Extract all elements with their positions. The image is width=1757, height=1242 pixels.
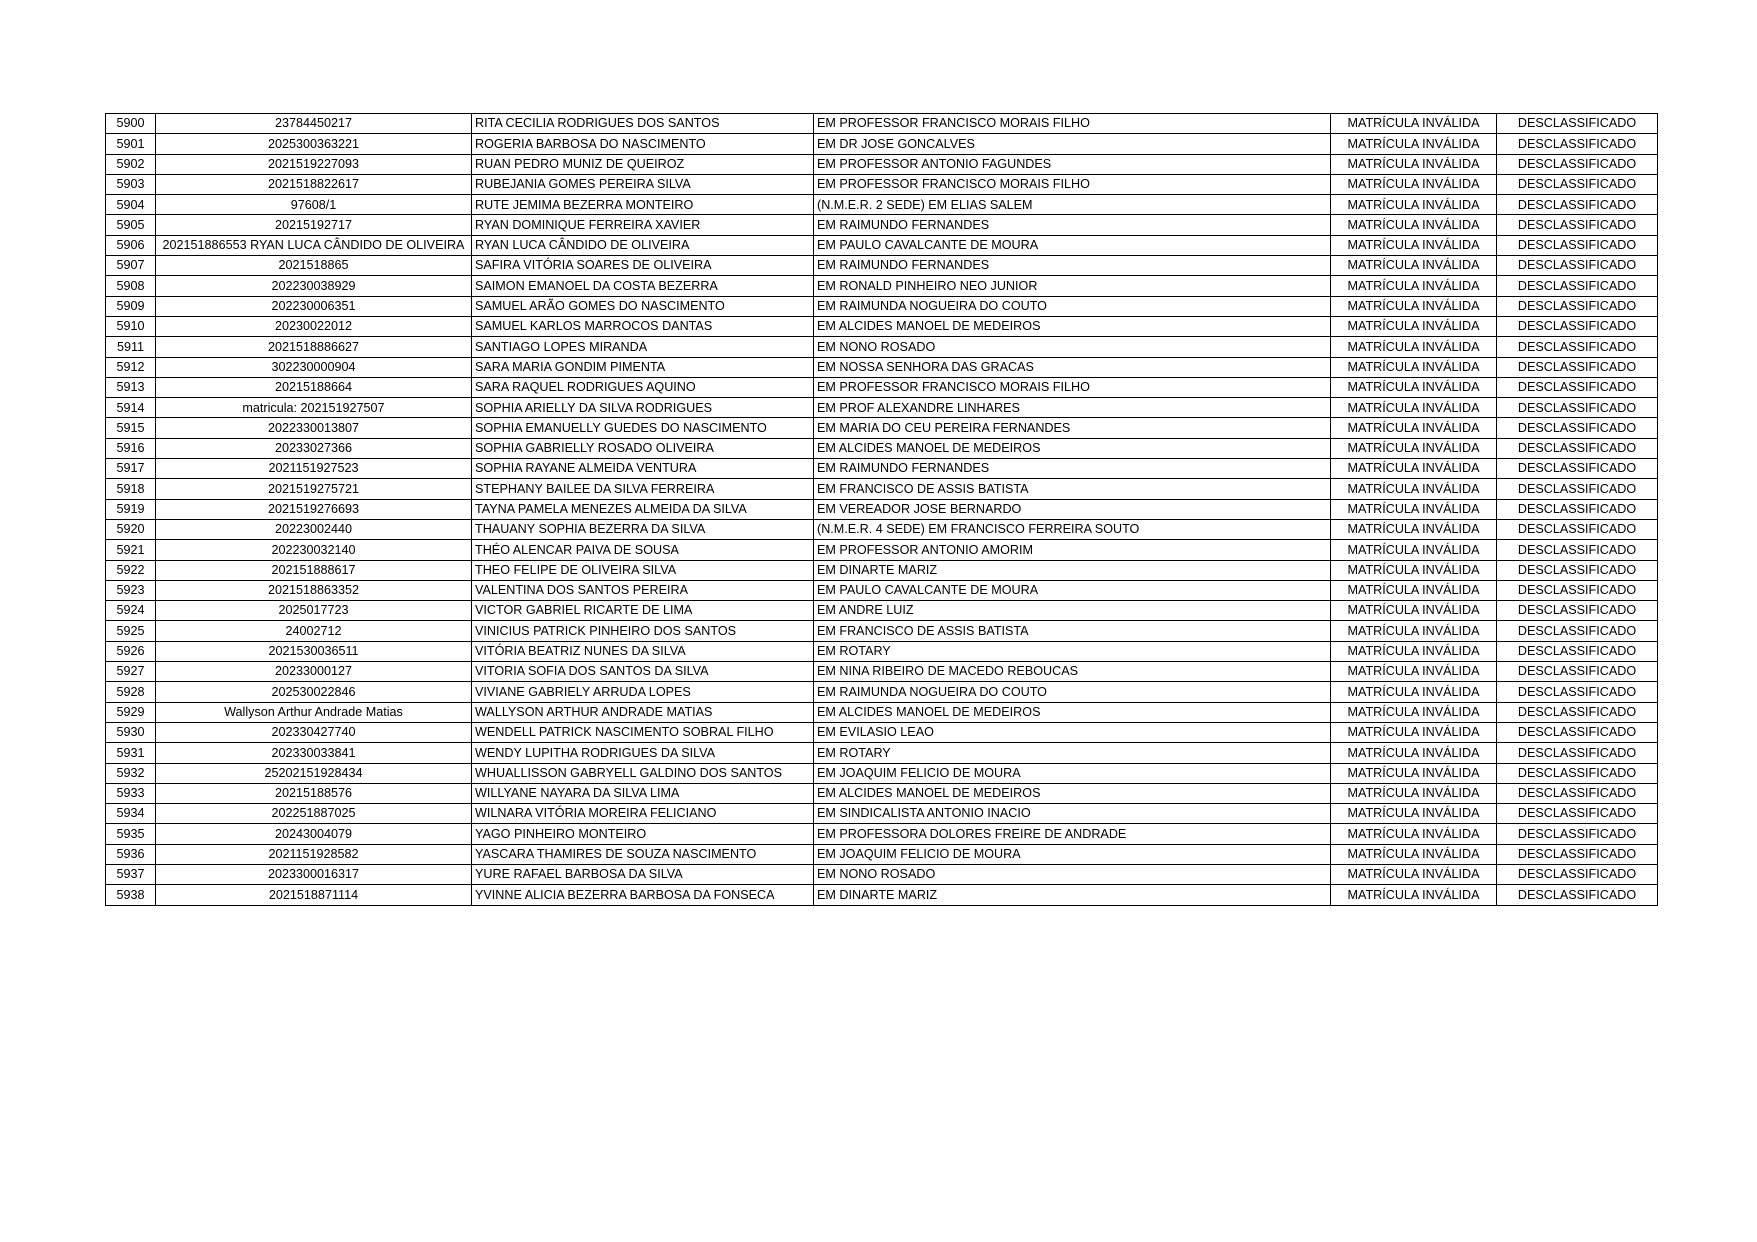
cell-student-name: WHUALLISSON GABRYELL GALDINO DOS SANTOS <box>472 763 814 783</box>
cell-student-name: SAFIRA VITÓRIA SOARES DE OLIVEIRA <box>472 256 814 276</box>
cell-student-name: WENDELL PATRICK NASCIMENTO SOBRAL FILHO <box>472 722 814 742</box>
table-row <box>106 316 1658 336</box>
cell-school: EM RAIMUNDO FERNANDES <box>814 215 1331 235</box>
cell-matricula: 2021530036511 <box>156 641 472 661</box>
cell-matricula: matricula: 202151927507 <box>156 398 472 418</box>
cell-result: DESCLASSIFICADO <box>1497 276 1658 296</box>
cell-number: 5921 <box>106 540 156 560</box>
cell-matricula: 2021518863352 <box>156 580 472 600</box>
cell-number: 5906 <box>106 235 156 255</box>
cell-matricula: 2021518871114 <box>156 885 472 905</box>
cell-school: EM JOAQUIM FELICIO DE MOURA <box>814 844 1331 864</box>
table-row <box>106 459 1658 479</box>
cell-number: 5904 <box>106 195 156 215</box>
table-row <box>106 722 1658 742</box>
cell-result: DESCLASSIFICADO <box>1497 519 1658 539</box>
cell-student-name: RUTE JEMIMA BEZERRA MONTEIRO <box>472 195 814 215</box>
cell-number: 5935 <box>106 824 156 844</box>
cell-status: MATRÍCULA INVÁLIDA <box>1331 804 1497 824</box>
cell-result: DESCLASSIFICADO <box>1497 682 1658 702</box>
cell-number: 5913 <box>106 377 156 397</box>
cell-matricula: 202151886553 RYAN LUCA CÂNDIDO DE OLIVEIRA <box>156 235 472 255</box>
cell-school: EM FRANCISCO DE ASSIS BATISTA <box>814 621 1331 641</box>
cell-number: 5928 <box>106 682 156 702</box>
table-row <box>106 337 1658 357</box>
cell-number: 5909 <box>106 296 156 316</box>
cell-school: EM ALCIDES MANOEL DE MEDEIROS <box>814 702 1331 722</box>
cell-school: EM NONO ROSADO <box>814 864 1331 884</box>
table-row <box>106 357 1658 377</box>
cell-student-name: SARA MARIA GONDIM PIMENTA <box>472 357 814 377</box>
cell-student-name: WALLYSON ARTHUR ANDRADE MATIAS <box>472 702 814 722</box>
cell-status: MATRÍCULA INVÁLIDA <box>1331 316 1497 336</box>
cell-number: 5938 <box>106 885 156 905</box>
cell-result: DESCLASSIFICADO <box>1497 763 1658 783</box>
cell-student-name: VICTOR GABRIEL RICARTE DE LIMA <box>472 601 814 621</box>
table-row <box>106 844 1658 864</box>
table-row <box>106 601 1658 621</box>
cell-matricula: 202230032140 <box>156 540 472 560</box>
cell-status: MATRÍCULA INVÁLIDA <box>1331 276 1497 296</box>
cell-number: 5929 <box>106 702 156 722</box>
cell-student-name: YASCARA THAMIRES DE SOUZA NASCIMENTO <box>472 844 814 864</box>
cell-matricula: 202230006351 <box>156 296 472 316</box>
cell-matricula: 2022330013807 <box>156 418 472 438</box>
cell-matricula: 202151888617 <box>156 560 472 580</box>
cell-result: DESCLASSIFICADO <box>1497 154 1658 174</box>
table-row <box>106 864 1658 884</box>
cell-result: DESCLASSIFICADO <box>1497 337 1658 357</box>
cell-school: EM RAIMUNDA NOGUEIRA DO COUTO <box>814 296 1331 316</box>
cell-matricula: 20223002440 <box>156 519 472 539</box>
table-row <box>106 276 1658 296</box>
cell-number: 5902 <box>106 154 156 174</box>
cell-student-name: VALENTINA DOS SANTOS PEREIRA <box>472 580 814 600</box>
cell-school: EM DR JOSE GONCALVES <box>814 134 1331 154</box>
cell-status: MATRÍCULA INVÁLIDA <box>1331 479 1497 499</box>
cell-school: EM RAIMUNDA NOGUEIRA DO COUTO <box>814 682 1331 702</box>
cell-school: EM PROF ALEXANDRE LINHARES <box>814 398 1331 418</box>
cell-status: MATRÍCULA INVÁLIDA <box>1331 256 1497 276</box>
cell-result: DESCLASSIFICADO <box>1497 844 1658 864</box>
cell-school: EM PROFESSOR FRANCISCO MORAIS FILHO <box>814 174 1331 194</box>
cell-result: DESCLASSIFICADO <box>1497 134 1658 154</box>
table-row <box>106 682 1658 702</box>
cell-number: 5927 <box>106 662 156 682</box>
table-row <box>106 479 1658 499</box>
cell-status: MATRÍCULA INVÁLIDA <box>1331 154 1497 174</box>
cell-number: 5912 <box>106 357 156 377</box>
table-row <box>106 783 1658 803</box>
cell-student-name: SOPHIA RAYANE ALMEIDA VENTURA <box>472 459 814 479</box>
table-row <box>106 114 1658 134</box>
cell-status: MATRÍCULA INVÁLIDA <box>1331 885 1497 905</box>
cell-school: EM RAIMUNDO FERNANDES <box>814 459 1331 479</box>
cell-matricula: 2021519276693 <box>156 499 472 519</box>
cell-student-name: YURE RAFAEL BARBOSA DA SILVA <box>472 864 814 884</box>
cell-matricula: 23784450217 <box>156 114 472 134</box>
cell-school: EM RONALD PINHEIRO NEO JUNIOR <box>814 276 1331 296</box>
cell-matricula: 20215188664 <box>156 377 472 397</box>
cell-school: EM ROTARY <box>814 641 1331 661</box>
cell-student-name: ROGERIA BARBOSA DO NASCIMENTO <box>472 134 814 154</box>
cell-school: (N.M.E.R. 4 SEDE) EM FRANCISCO FERREIRA SOUTO <box>814 519 1331 539</box>
cell-school: EM MARIA DO CEU PEREIRA FERNANDES <box>814 418 1331 438</box>
cell-school: EM ALCIDES MANOEL DE MEDEIROS <box>814 783 1331 803</box>
cell-school: EM ALCIDES MANOEL DE MEDEIROS <box>814 316 1331 336</box>
table-row <box>106 235 1658 255</box>
cell-number: 5907 <box>106 256 156 276</box>
cell-result: DESCLASSIFICADO <box>1497 296 1658 316</box>
cell-school: EM PROFESSORA DOLORES FREIRE DE ANDRADE <box>814 824 1331 844</box>
results-table <box>105 113 1658 906</box>
cell-matricula: 2023300016317 <box>156 864 472 884</box>
cell-student-name: THÉO ALENCAR PAIVA DE SOUSA <box>472 540 814 560</box>
table-row <box>106 743 1658 763</box>
cell-matricula: 2025017723 <box>156 601 472 621</box>
cell-result: DESCLASSIFICADO <box>1497 418 1658 438</box>
cell-matricula: 2021151927523 <box>156 459 472 479</box>
cell-status: MATRÍCULA INVÁLIDA <box>1331 560 1497 580</box>
cell-result: DESCLASSIFICADO <box>1497 459 1658 479</box>
cell-student-name: VIVIANE GABRIELY ARRUDA LOPES <box>472 682 814 702</box>
cell-student-name: THAUANY SOPHIA BEZERRA DA SILVA <box>472 519 814 539</box>
cell-number: 5911 <box>106 337 156 357</box>
cell-school: EM NONO ROSADO <box>814 337 1331 357</box>
cell-matricula: 20215188576 <box>156 783 472 803</box>
cell-matricula: 202330033841 <box>156 743 472 763</box>
cell-number: 5918 <box>106 479 156 499</box>
cell-result: DESCLASSIFICADO <box>1497 641 1658 661</box>
cell-school: EM PROFESSOR ANTONIO AMORIM <box>814 540 1331 560</box>
cell-school: EM DINARTE MARIZ <box>814 560 1331 580</box>
cell-status: MATRÍCULA INVÁLIDA <box>1331 134 1497 154</box>
cell-result: DESCLASSIFICADO <box>1497 864 1658 884</box>
table-row <box>106 519 1658 539</box>
cell-status: MATRÍCULA INVÁLIDA <box>1331 499 1497 519</box>
cell-student-name: RITA CECILIA RODRIGUES DOS SANTOS <box>472 114 814 134</box>
cell-matricula: 20215192717 <box>156 215 472 235</box>
cell-matricula: 2021519227093 <box>156 154 472 174</box>
cell-student-name: WILNARA VITÓRIA MOREIRA FELICIANO <box>472 804 814 824</box>
cell-status: MATRÍCULA INVÁLIDA <box>1331 662 1497 682</box>
cell-number: 5926 <box>106 641 156 661</box>
cell-student-name: STEPHANY BAILEE DA SILVA FERREIRA <box>472 479 814 499</box>
cell-number: 5905 <box>106 215 156 235</box>
cell-status: MATRÍCULA INVÁLIDA <box>1331 296 1497 316</box>
cell-student-name: RYAN DOMINIQUE FERREIRA XAVIER <box>472 215 814 235</box>
cell-status: MATRÍCULA INVÁLIDA <box>1331 641 1497 661</box>
cell-result: DESCLASSIFICADO <box>1497 783 1658 803</box>
table-row <box>106 804 1658 824</box>
cell-school: EM NINA RIBEIRO DE MACEDO REBOUCAS <box>814 662 1331 682</box>
results-sheet <box>105 113 1658 906</box>
cell-status: MATRÍCULA INVÁLIDA <box>1331 783 1497 803</box>
cell-number: 5920 <box>106 519 156 539</box>
cell-status: MATRÍCULA INVÁLIDA <box>1331 580 1497 600</box>
cell-matricula: 202530022846 <box>156 682 472 702</box>
cell-student-name: SOPHIA GABRIELLY ROSADO OLIVEIRA <box>472 438 814 458</box>
cell-student-name: SAMUEL KARLOS MARROCOS DANTAS <box>472 316 814 336</box>
cell-result: DESCLASSIFICADO <box>1497 114 1658 134</box>
cell-result: DESCLASSIFICADO <box>1497 702 1658 722</box>
cell-school: EM ANDRE LUIZ <box>814 601 1331 621</box>
cell-student-name: SARA RAQUEL RODRIGUES AQUINO <box>472 377 814 397</box>
table-row <box>106 215 1658 235</box>
cell-result: DESCLASSIFICADO <box>1497 885 1658 905</box>
cell-school: (N.M.E.R. 2 SEDE) EM ELIAS SALEM <box>814 195 1331 215</box>
results-table-body <box>106 114 1658 906</box>
table-row <box>106 154 1658 174</box>
cell-student-name: RUBEJANIA GOMES PEREIRA SILVA <box>472 174 814 194</box>
cell-number: 5924 <box>106 601 156 621</box>
cell-result: DESCLASSIFICADO <box>1497 621 1658 641</box>
cell-matricula: 20233000127 <box>156 662 472 682</box>
cell-number: 5936 <box>106 844 156 864</box>
table-row <box>106 195 1658 215</box>
cell-matricula: 202230038929 <box>156 276 472 296</box>
table-row <box>106 398 1658 418</box>
cell-result: DESCLASSIFICADO <box>1497 398 1658 418</box>
cell-number: 5934 <box>106 804 156 824</box>
table-row <box>106 296 1658 316</box>
cell-student-name: SAMUEL ARÃO GOMES DO NASCIMENTO <box>472 296 814 316</box>
cell-student-name: SAIMON EMANOEL DA COSTA BEZERRA <box>472 276 814 296</box>
table-row <box>106 499 1658 519</box>
cell-status: MATRÍCULA INVÁLIDA <box>1331 195 1497 215</box>
cell-school: EM ALCIDES MANOEL DE MEDEIROS <box>814 438 1331 458</box>
cell-student-name: VITORIA SOFIA DOS SANTOS DA SILVA <box>472 662 814 682</box>
cell-matricula: 20233027366 <box>156 438 472 458</box>
cell-number: 5901 <box>106 134 156 154</box>
cell-matricula: Wallyson Arthur Andrade Matias <box>156 702 472 722</box>
cell-number: 5919 <box>106 499 156 519</box>
cell-status: MATRÍCULA INVÁLIDA <box>1331 824 1497 844</box>
cell-result: DESCLASSIFICADO <box>1497 235 1658 255</box>
cell-status: MATRÍCULA INVÁLIDA <box>1331 621 1497 641</box>
cell-student-name: THEO FELIPE DE OLIVEIRA SILVA <box>472 560 814 580</box>
table-row <box>106 763 1658 783</box>
cell-number: 5900 <box>106 114 156 134</box>
cell-student-name: RYAN LUCA CÂNDIDO DE OLIVEIRA <box>472 235 814 255</box>
table-row <box>106 641 1658 661</box>
cell-student-name: VITÓRIA BEATRIZ NUNES DA SILVA <box>472 641 814 661</box>
cell-number: 5923 <box>106 580 156 600</box>
cell-school: EM RAIMUNDO FERNANDES <box>814 256 1331 276</box>
cell-matricula: 2021518886627 <box>156 337 472 357</box>
cell-student-name: RUAN PEDRO MUNIZ DE QUEIROZ <box>472 154 814 174</box>
cell-school: EM PROFESSOR FRANCISCO MORAIS FILHO <box>814 377 1331 397</box>
cell-number: 5932 <box>106 763 156 783</box>
cell-student-name: SANTIAGO LOPES MIRANDA <box>472 337 814 357</box>
cell-student-name: YAGO PINHEIRO MONTEIRO <box>472 824 814 844</box>
table-row <box>106 560 1658 580</box>
cell-student-name: SOPHIA ARIELLY DA SILVA RODRIGUES <box>472 398 814 418</box>
table-row <box>106 256 1658 276</box>
cell-school: EM SINDICALISTA ANTONIO INACIO <box>814 804 1331 824</box>
cell-number: 5908 <box>106 276 156 296</box>
cell-result: DESCLASSIFICADO <box>1497 174 1658 194</box>
cell-status: MATRÍCULA INVÁLIDA <box>1331 337 1497 357</box>
cell-number: 5937 <box>106 864 156 884</box>
cell-status: MATRÍCULA INVÁLIDA <box>1331 702 1497 722</box>
cell-result: DESCLASSIFICADO <box>1497 195 1658 215</box>
cell-status: MATRÍCULA INVÁLIDA <box>1331 844 1497 864</box>
cell-matricula: 2021519275721 <box>156 479 472 499</box>
table-row <box>106 824 1658 844</box>
cell-matricula: 2021518865 <box>156 256 472 276</box>
cell-matricula: 202251887025 <box>156 804 472 824</box>
cell-result: DESCLASSIFICADO <box>1497 824 1658 844</box>
table-row <box>106 418 1658 438</box>
cell-status: MATRÍCULA INVÁLIDA <box>1331 215 1497 235</box>
cell-status: MATRÍCULA INVÁLIDA <box>1331 174 1497 194</box>
cell-school: EM PAULO CAVALCANTE DE MOURA <box>814 235 1331 255</box>
cell-student-name: SOPHIA EMANUELLY GUEDES DO NASCIMENTO <box>472 418 814 438</box>
cell-result: DESCLASSIFICADO <box>1497 215 1658 235</box>
cell-result: DESCLASSIFICADO <box>1497 722 1658 742</box>
cell-result: DESCLASSIFICADO <box>1497 743 1658 763</box>
cell-matricula: 24002712 <box>156 621 472 641</box>
cell-status: MATRÍCULA INVÁLIDA <box>1331 540 1497 560</box>
cell-status: MATRÍCULA INVÁLIDA <box>1331 682 1497 702</box>
cell-status: MATRÍCULA INVÁLIDA <box>1331 418 1497 438</box>
cell-number: 5916 <box>106 438 156 458</box>
cell-status: MATRÍCULA INVÁLIDA <box>1331 114 1497 134</box>
cell-school: EM FRANCISCO DE ASSIS BATISTA <box>814 479 1331 499</box>
table-row <box>106 377 1658 397</box>
cell-school: EM NOSSA SENHORA DAS GRACAS <box>814 357 1331 377</box>
table-row <box>106 134 1658 154</box>
cell-result: DESCLASSIFICADO <box>1497 662 1658 682</box>
cell-matricula: 2021518822617 <box>156 174 472 194</box>
cell-school: EM PROFESSOR ANTONIO FAGUNDES <box>814 154 1331 174</box>
cell-matricula: 20243004079 <box>156 824 472 844</box>
cell-status: MATRÍCULA INVÁLIDA <box>1331 357 1497 377</box>
cell-matricula: 20230022012 <box>156 316 472 336</box>
cell-result: DESCLASSIFICADO <box>1497 804 1658 824</box>
cell-school: EM DINARTE MARIZ <box>814 885 1331 905</box>
cell-status: MATRÍCULA INVÁLIDA <box>1331 601 1497 621</box>
cell-school: EM PROFESSOR FRANCISCO MORAIS FILHO <box>814 114 1331 134</box>
cell-number: 5931 <box>106 743 156 763</box>
cell-status: MATRÍCULA INVÁLIDA <box>1331 235 1497 255</box>
cell-number: 5930 <box>106 722 156 742</box>
table-row <box>106 540 1658 560</box>
table-row <box>106 702 1658 722</box>
cell-matricula: 2021151928582 <box>156 844 472 864</box>
table-row <box>106 174 1658 194</box>
cell-number: 5903 <box>106 174 156 194</box>
cell-student-name: TAYNA PAMELA MENEZES ALMEIDA DA SILVA <box>472 499 814 519</box>
cell-number: 5917 <box>106 459 156 479</box>
cell-school: EM VEREADOR JOSE BERNARDO <box>814 499 1331 519</box>
cell-status: MATRÍCULA INVÁLIDA <box>1331 519 1497 539</box>
cell-matricula: 97608/1 <box>156 195 472 215</box>
cell-number: 5933 <box>106 783 156 803</box>
cell-status: MATRÍCULA INVÁLIDA <box>1331 763 1497 783</box>
cell-school: EM JOAQUIM FELICIO DE MOURA <box>814 763 1331 783</box>
table-row <box>106 621 1658 641</box>
cell-result: DESCLASSIFICADO <box>1497 438 1658 458</box>
cell-matricula: 302230000904 <box>156 357 472 377</box>
cell-status: MATRÍCULA INVÁLIDA <box>1331 377 1497 397</box>
cell-school: EM ROTARY <box>814 743 1331 763</box>
cell-status: MATRÍCULA INVÁLIDA <box>1331 743 1497 763</box>
cell-number: 5915 <box>106 418 156 438</box>
cell-number: 5910 <box>106 316 156 336</box>
cell-result: DESCLASSIFICADO <box>1497 256 1658 276</box>
cell-matricula: 202330427740 <box>156 722 472 742</box>
table-row <box>106 580 1658 600</box>
cell-status: MATRÍCULA INVÁLIDA <box>1331 438 1497 458</box>
table-row <box>106 438 1658 458</box>
cell-result: DESCLASSIFICADO <box>1497 601 1658 621</box>
cell-number: 5922 <box>106 560 156 580</box>
cell-school: EM EVILASIO LEAO <box>814 722 1331 742</box>
cell-result: DESCLASSIFICADO <box>1497 479 1658 499</box>
cell-status: MATRÍCULA INVÁLIDA <box>1331 722 1497 742</box>
table-row <box>106 885 1658 905</box>
cell-result: DESCLASSIFICADO <box>1497 560 1658 580</box>
cell-student-name: YVINNE ALICIA BEZERRA BARBOSA DA FONSECA <box>472 885 814 905</box>
cell-student-name: VINICIUS PATRICK PINHEIRO DOS SANTOS <box>472 621 814 641</box>
cell-status: MATRÍCULA INVÁLIDA <box>1331 459 1497 479</box>
cell-matricula: 2025300363221 <box>156 134 472 154</box>
cell-result: DESCLASSIFICADO <box>1497 316 1658 336</box>
cell-result: DESCLASSIFICADO <box>1497 377 1658 397</box>
cell-result: DESCLASSIFICADO <box>1497 580 1658 600</box>
cell-status: MATRÍCULA INVÁLIDA <box>1331 864 1497 884</box>
cell-matricula: 25202151928434 <box>156 763 472 783</box>
cell-student-name: WILLYANE NAYARA DA SILVA LIMA <box>472 783 814 803</box>
cell-result: DESCLASSIFICADO <box>1497 499 1658 519</box>
cell-school: EM PAULO CAVALCANTE DE MOURA <box>814 580 1331 600</box>
cell-status: MATRÍCULA INVÁLIDA <box>1331 398 1497 418</box>
cell-student-name: WENDY LUPITHA RODRIGUES DA SILVA <box>472 743 814 763</box>
table-row <box>106 662 1658 682</box>
cell-result: DESCLASSIFICADO <box>1497 540 1658 560</box>
cell-number: 5925 <box>106 621 156 641</box>
cell-result: DESCLASSIFICADO <box>1497 357 1658 377</box>
cell-number: 5914 <box>106 398 156 418</box>
